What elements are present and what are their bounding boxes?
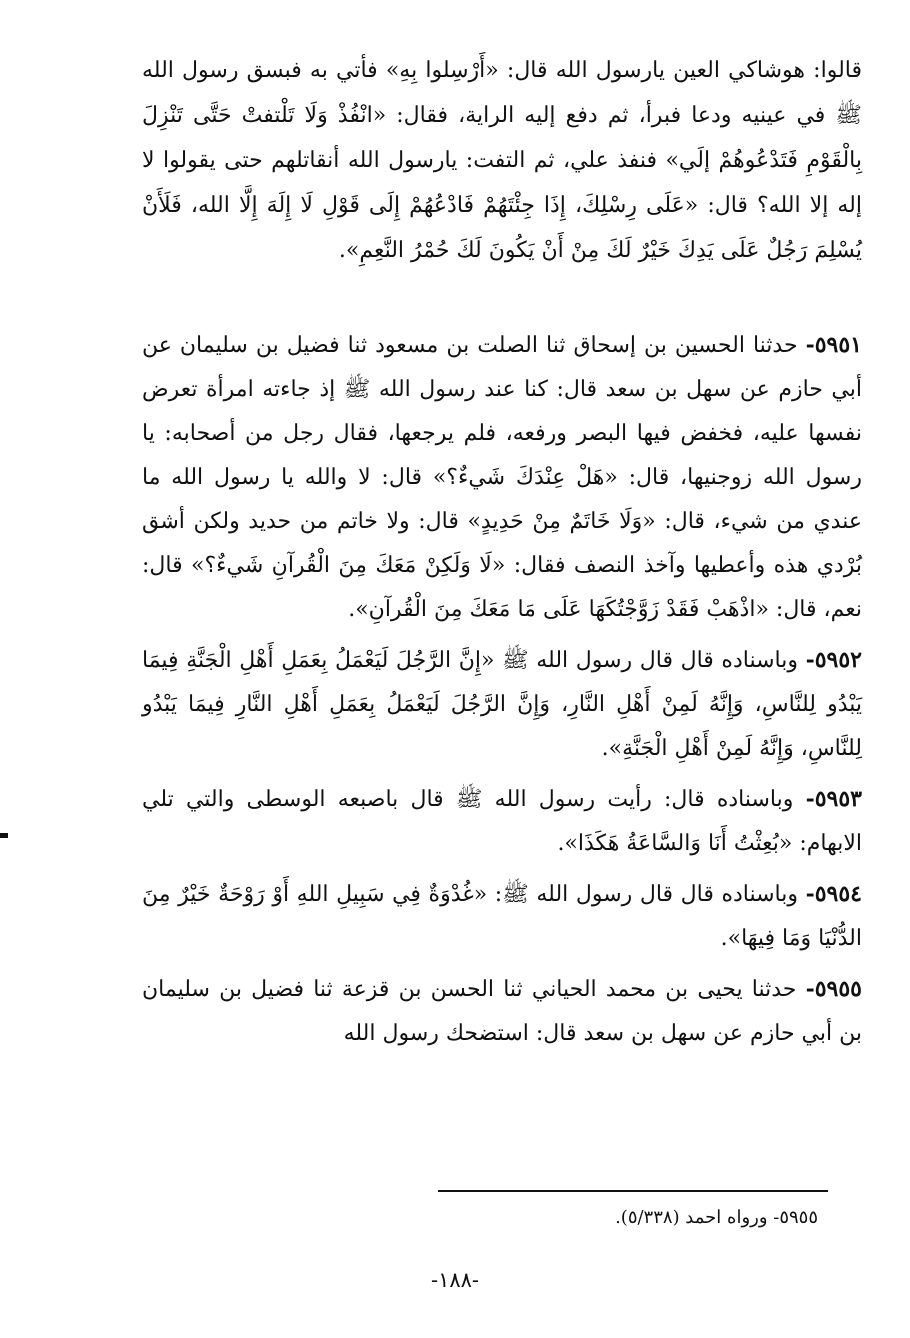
hadith-5954-paragraph bbox=[142, 872, 862, 961]
hadith-number-5953: ٥٩٥٣- bbox=[805, 786, 862, 812]
hadith-text-5953: وباسناده قال: رأيت رسول الله ﷺ قال باصبعه الوسطى والتي تلي الابهام: «بُعِثْتُ أَنَا وَالسَّاعَةُ هَكَذَا». bbox=[142, 787, 862, 856]
hadith-5952-paragraph bbox=[142, 638, 862, 771]
continuing-hadith-paragraph: قالوا: هوشاكي العين يارسول الله قال: «أَرْسِلوا بِهِ» فأتي به فبسق رسول الله ﷺ في عينيه ودعا فبرأ، ثم دفع إليه الراية، فقال: «انْفُذْ وَلَا تَلْتفتْ حَتَّى تَنْزِلَ بِالْقَوْمِ فَتَدْعُوهُمْ إلَي» فنفذ علي، ثم التفت: يارسول الله أنقاتلهم حتى يقولوا لا إله إلا الله؟ قال: «عَلَى رِسْلِكَ، إِذَا جِئْتَهُمْ فَادْعُهُمْ إِلَى قَوْلِ لَا إِلَهَ إِلَّا الله، فَلَأَنْ يُسْلِمَ رَجُلٌ عَلَى يَدِكَ خَيْرٌ لَكَ مِنْ أَنْ يَكُونَ لَكَ حُمْرُ النَّعِمِ». bbox=[142, 58, 862, 263]
hadith-number-5954: ٥٩٥٤- bbox=[805, 881, 862, 907]
scan-edge-mark bbox=[0, 833, 8, 838]
footnote-text: ٥٩٥٥- ورواه احمد (٥/٣٣٨). bbox=[615, 1207, 818, 1228]
main-text-block bbox=[142, 48, 862, 1056]
hadith-text-5954: وباسناده قال قال رسول الله ﷺ: «غُدْوَةٌ فِي سَبِيلِ اللهِ أَوْ رَوْحَةٌ خَيْرٌ مِنَ الدُّنْيَا وَمَا فِيهَا». bbox=[142, 882, 862, 951]
hadith-text-5951: حدثنا الحسين بن إسحاق ثنا الصلت بن مسعود ثنا فضيل بن سليمان عن أبي حازم عن سهل بن سعد قال: كنا عند رسول الله ﷺ إذ جاءته امرأة تعرض نفسها عليه، فخفض فيها البصر ورفعه، فلم يرجعها، فقال رجل من أصحابه: يا رسول الله زوجنيها، قال: «هَلْ عِنْدَكَ شَيءٌ؟» قال: لا والله يا رسول الله ما عندي من شيء، قال: «وَلَا خَاتَمٌ مِنْ حَدِيدٍ» قال: ولا خاتم من حديد ولكن أشق بُرْدي هذه وأعطيها وآخذ النصف فقال: «لَا وَلَكِنْ مَعَكَ مِنَ الْقُرآنِ شَيءٌ؟» قال: نعم، قال: «اذْهَبْ فَقَدْ زَوَّجْتُكَهَا عَلَى مَا مَعَكَ مِنَ الْقُرآنِ». bbox=[142, 333, 862, 622]
hadith-number-5952: ٥٩٥٢- bbox=[805, 647, 862, 673]
hadith-text-5955: حدثنا يحيى بن محمد الحياني ثنا الحسن بن قزعة ثنا فضيل بن سليمان بن أبي حازم عن سهل بن سعد قال: استضحك رسول الله bbox=[142, 977, 862, 1046]
paragraph-spacing bbox=[142, 273, 862, 323]
page-number: -١٨٨- bbox=[430, 1268, 480, 1292]
hadith-5951-paragraph bbox=[142, 323, 862, 632]
hadith-number-5955: ٥٩٥٥- bbox=[805, 976, 862, 1002]
hadith-5953-paragraph bbox=[142, 777, 862, 866]
hadith-5955-paragraph bbox=[142, 967, 862, 1056]
footnote-separator bbox=[438, 1190, 828, 1192]
hadith-text-5952: وباسناده قال قال رسول الله ﷺ «إِنَّ الرَّجُلَ لَيَعْمَلُ بِعَمَلِ أَهْلِ الْجَنَّةِ فِيمَا يَبْدُو لِلنَّاسِ، وَإِنَّهُ لَمِنْ أَهْلِ النَّارِ، وَإِنَّ الرَّجُلَ لَيَعْمَلُ بِعَمَلِ أَهْلِ النَّارِ فِيمَا يَبْدُو لِلنَّاسِ، وَإِنَّهُ لَمِنْ أَهْلِ الْجَنَّةِ». bbox=[142, 648, 862, 761]
hadith-number-5951: ٥٩٥١- bbox=[805, 332, 862, 358]
